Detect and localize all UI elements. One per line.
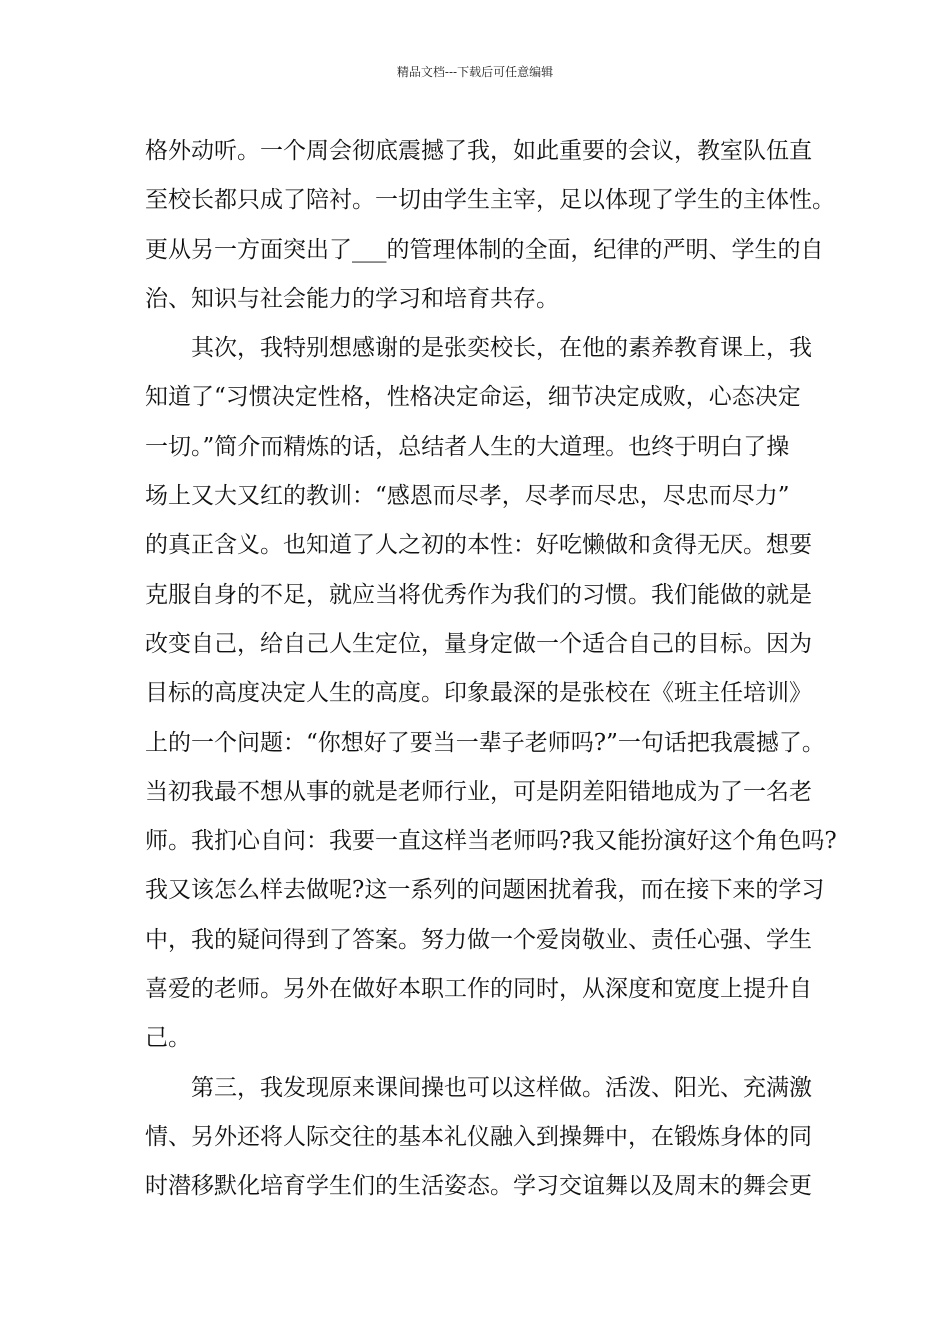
- text-line: 己。: [145, 1025, 191, 1052]
- text-line: 更从另一方面突出了___的管理体制的全面，纪律的严明、学生的自: [145, 236, 824, 263]
- text-line: 的真正含义。也知道了人之初的本性：好吃懒做和贪得无厌。想要: [145, 532, 812, 559]
- text-line: 喜爱的老师。另外在做好本职工作的同时，从深度和宽度上提升自: [145, 976, 812, 1003]
- paragraph-start-line: 第三，我发现原来课间操也可以这样做。活泼、阳光、充满激: [191, 1074, 812, 1101]
- text-line: 至校长都只成了陪衬。一切由学生主宰，足以体现了学生的主体性。: [145, 187, 835, 214]
- text-line: 治、知识与社会能力的学习和培育共存。: [145, 285, 559, 312]
- text-line: 当初我最不想从事的就是老师行业，可是阴差阳错地成为了一名老: [145, 778, 812, 805]
- text-line: 我又该怎么样去做呢?这一系列的问题困扰着我，而在接下来的学习: [145, 877, 825, 904]
- text-line: 中，我的疑问得到了答案。努力做一个爱岗敬业、责任心强、学生: [145, 926, 812, 953]
- text-line: 场上又大又红的教训：“感恩而尽孝，尽孝而尽忠，尽忠而尽力”: [145, 483, 790, 510]
- text-line: 一切。”简介而精炼的话，总结者人生的大道理。也终于明白了操: [145, 433, 790, 460]
- text-line: 师。我扪心自问：我要一直这样当老师吗?我又能扮演好这个角色吗?: [145, 828, 837, 855]
- text-line: 知道了“习惯决定性格，性格决定命运，细节决定成败，心态决定: [145, 384, 801, 411]
- text-line: 格外动听。一个周会彻底震撼了我，如此重要的会议，教室队伍直: [145, 138, 812, 164]
- paragraph-start-line: 其次，我特别想感谢的是张奕校长，在他的素养教育课上，我: [191, 335, 812, 362]
- page-header: 精品文档---下载后可任意编辑: [396, 65, 554, 79]
- text-line: 时潜移默化培育学生们的生活姿态。学习交谊舞以及周末的舞会更: [145, 1173, 812, 1200]
- text-line: 克服自身的不足，就应当将优秀作为我们的习惯。我们能做的就是: [145, 581, 812, 608]
- text-line: 改变自己，给自己人生定位，量身定做一个适合自己的目标。因为: [145, 630, 812, 657]
- document-body: [145, 127, 837, 1212]
- text-line: 情、另外还将人际交往的基本礼仪融入到操舞中，在锻炼身体的同: [145, 1123, 812, 1150]
- text-line: 目标的高度决定人生的高度。印象最深的是张校在《班主任培训》: [145, 680, 812, 707]
- text-line: 上的一个问题：“你想好了要当一辈子老师吗?”一句话把我震撼了。: [145, 729, 825, 756]
